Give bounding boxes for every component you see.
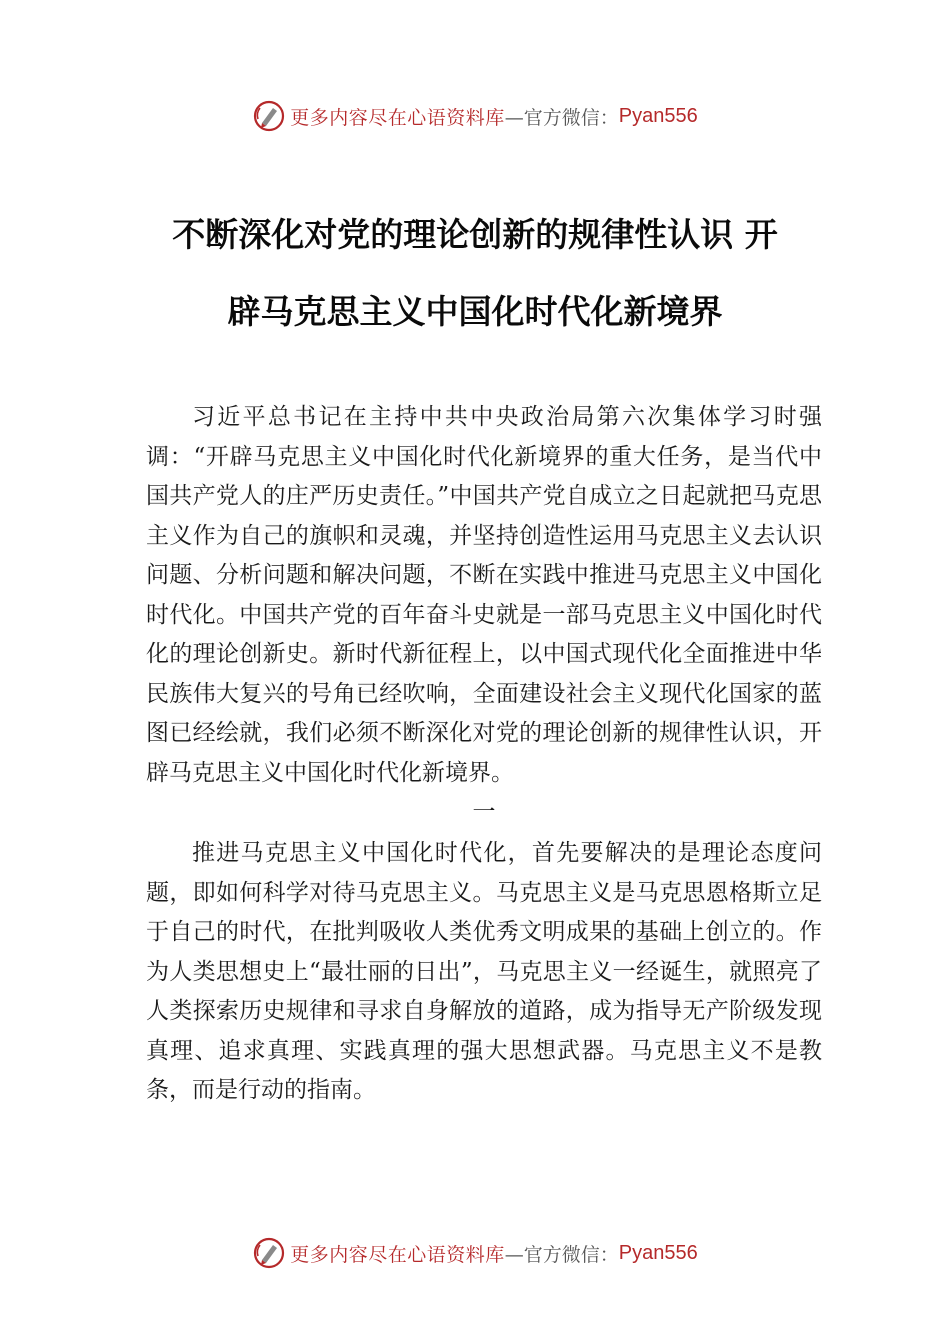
document-title (140, 196, 810, 350)
banner-separator: —官方微信： (504, 106, 619, 129)
banner-slogan: 更多内容尽在心语资料库 (290, 106, 505, 129)
document-body (146, 398, 822, 1111)
section-number: 一 (472, 799, 496, 825)
banner-wechat-id: Pyan556 (618, 104, 698, 127)
title-line-2: 辟马克思主义中国化时代化新境界 (227, 292, 723, 331)
header-banner (0, 96, 950, 136)
footer-separator: —官方微信： (504, 1243, 619, 1266)
paragraph-2: 推进马克思主义中国化时代化，首先要解决的是理论态度问题，即如何科学对待马克思主义。马克思主义是马克思恩格斯立足于自己的时代，在批判吸收人类优秀文明成果的基础上创立的。作为人类思想史上“最壮丽的日出”，马克思主义一经诞生，就照亮了人类探索历史规律和寻求自身解放的道路，成为指导无产阶级发现真理、追求真理、实践真理的强大思想武器。马克思主义不是教条，而是行动的指南。 (146, 840, 822, 1103)
pen-logo-icon (252, 1236, 286, 1270)
pen-logo-icon (252, 99, 286, 133)
paragraph-1: 习近平总书记在主持中共中央政治局第六次集体学习时强调：“开辟马克思主义中国化时代化新境界的重大任务，是当代中国共产党人的庄严历史责任。”中国共产党自成立之日起就把马克思主义作为自己的旗帜和灵魂，并坚持创造性运用马克思主义去认识问题、分析问题和解决问题，不断在实践中推进马克思主义中国化时代化。中国共产党的百年奋斗史就是一部马克思主义中国化时代化的理论创新史。新时代新征程上，以中国式现代化全面推进中华民族伟大复兴的号角已经吹响，全面建设社会主义现代化国家的蓝图已经绘就，我们必须不断深化对党的理论创新的规律性认识，开辟马克思主义中国化时代化新境界。 (146, 404, 822, 786)
footer-wechat-id: Pyan556 (618, 1241, 698, 1264)
footer-banner (0, 1233, 950, 1273)
title-line-1: 不断深化对党的理论创新的规律性认识 开 (172, 215, 778, 254)
footer-slogan: 更多内容尽在心语资料库 (290, 1243, 505, 1266)
